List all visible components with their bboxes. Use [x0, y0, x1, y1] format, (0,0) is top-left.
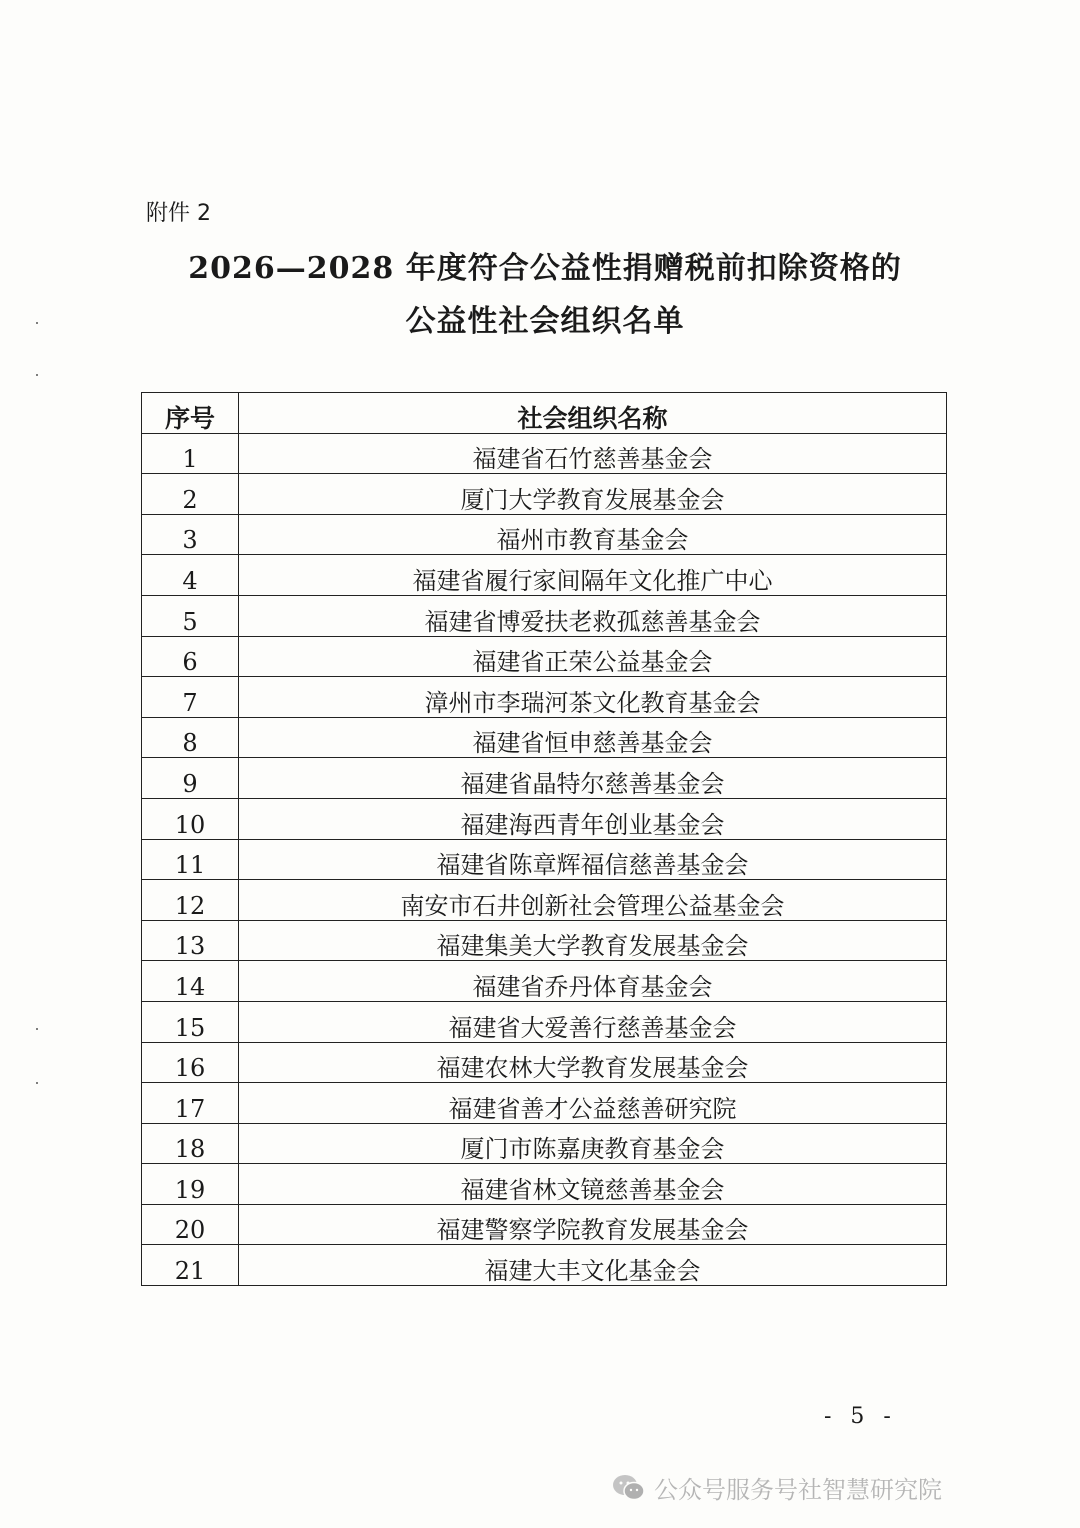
row-index: 19 [142, 1164, 239, 1205]
table-row [142, 474, 947, 515]
row-index: 15 [142, 1001, 239, 1042]
row-index: 3 [142, 514, 239, 555]
document-title-line-1: 2026—2028 年度符合公益性捐赠税前扣除资格的 [188, 251, 902, 286]
row-index: 8 [142, 717, 239, 758]
row-org-name: 南安市石井创新社会管理公益基金会 [239, 880, 947, 921]
attachment-label: 附件 2 [146, 201, 211, 226]
organization-table [141, 392, 947, 1286]
table-row [142, 555, 947, 596]
row-org-name: 福建省晶特尔慈善基金会 [239, 758, 947, 799]
row-index: 1 [142, 433, 239, 474]
table-header-row [142, 393, 947, 434]
table-row [142, 433, 947, 474]
row-index: 4 [142, 555, 239, 596]
row-index: 5 [142, 595, 239, 636]
row-org-name: 漳州市李瑞河茶文化教育基金会 [239, 677, 947, 718]
row-index: 12 [142, 880, 239, 921]
row-index: 6 [142, 636, 239, 677]
row-org-name: 福建省乔丹体育基金会 [239, 961, 947, 1002]
table-row [142, 717, 947, 758]
scan-speck [36, 322, 38, 324]
row-org-name: 福建省大爱善行慈善基金会 [239, 1001, 947, 1042]
table-row [142, 514, 947, 555]
row-org-name: 福建省善才公益慈善研究院 [239, 1083, 947, 1124]
watermark-text: 公众号服务号社智慧研究院 [654, 1476, 942, 1504]
table-row [142, 1164, 947, 1205]
row-org-name: 福建大丰文化基金会 [239, 1245, 947, 1286]
table-row [142, 1245, 947, 1286]
row-org-name: 福建农林大学教育发展基金会 [239, 1042, 947, 1083]
table-row [142, 880, 947, 921]
row-org-name: 福建海西青年创业基金会 [239, 798, 947, 839]
document-title-line-2: 公益性社会组织名单 [405, 304, 685, 339]
scan-speck [36, 374, 38, 376]
row-index: 16 [142, 1042, 239, 1083]
page-number: - 5 - [824, 1404, 897, 1429]
row-index: 11 [142, 839, 239, 880]
table-row [142, 758, 947, 799]
header-org-name: 社会组织名称 [239, 393, 947, 434]
scan-speck [36, 1082, 38, 1084]
row-org-name: 福建警察学院教育发展基金会 [239, 1204, 947, 1245]
table-row [142, 1001, 947, 1042]
row-org-name: 福建集美大学教育发展基金会 [239, 920, 947, 961]
row-org-name: 福建省陈章辉福信慈善基金会 [239, 839, 947, 880]
row-index: 18 [142, 1123, 239, 1164]
row-org-name: 厦门大学教育发展基金会 [239, 474, 947, 515]
row-org-name: 福建省石竹慈善基金会 [239, 433, 947, 474]
row-index: 10 [142, 798, 239, 839]
row-org-name: 福州市教育基金会 [239, 514, 947, 555]
watermark [612, 1470, 942, 1505]
row-index: 9 [142, 758, 239, 799]
wechat-icon [612, 1474, 646, 1502]
table-row [142, 920, 947, 961]
row-index: 2 [142, 474, 239, 515]
row-index: 17 [142, 1083, 239, 1124]
table-row [142, 677, 947, 718]
table-row [142, 961, 947, 1002]
scan-speck [36, 1028, 38, 1030]
row-index: 7 [142, 677, 239, 718]
table-row [142, 1042, 947, 1083]
table-row [142, 1083, 947, 1124]
row-index: 20 [142, 1204, 239, 1245]
table-row [142, 1123, 947, 1164]
row-index: 14 [142, 961, 239, 1002]
table-row [142, 839, 947, 880]
table-body [142, 433, 947, 1285]
table-row [142, 798, 947, 839]
table-row [142, 636, 947, 677]
row-index: 13 [142, 920, 239, 961]
row-org-name: 福建省正荣公益基金会 [239, 636, 947, 677]
row-index: 21 [142, 1245, 239, 1286]
header-index: 序号 [142, 393, 239, 434]
table-row [142, 595, 947, 636]
row-org-name: 福建省恒申慈善基金会 [239, 717, 947, 758]
row-org-name: 厦门市陈嘉庚教育基金会 [239, 1123, 947, 1164]
row-org-name: 福建省履行家间隔年文化推广中心 [239, 555, 947, 596]
row-org-name: 福建省林文镜慈善基金会 [239, 1164, 947, 1205]
table-row [142, 1204, 947, 1245]
row-org-name: 福建省博爱扶老救孤慈善基金会 [239, 595, 947, 636]
